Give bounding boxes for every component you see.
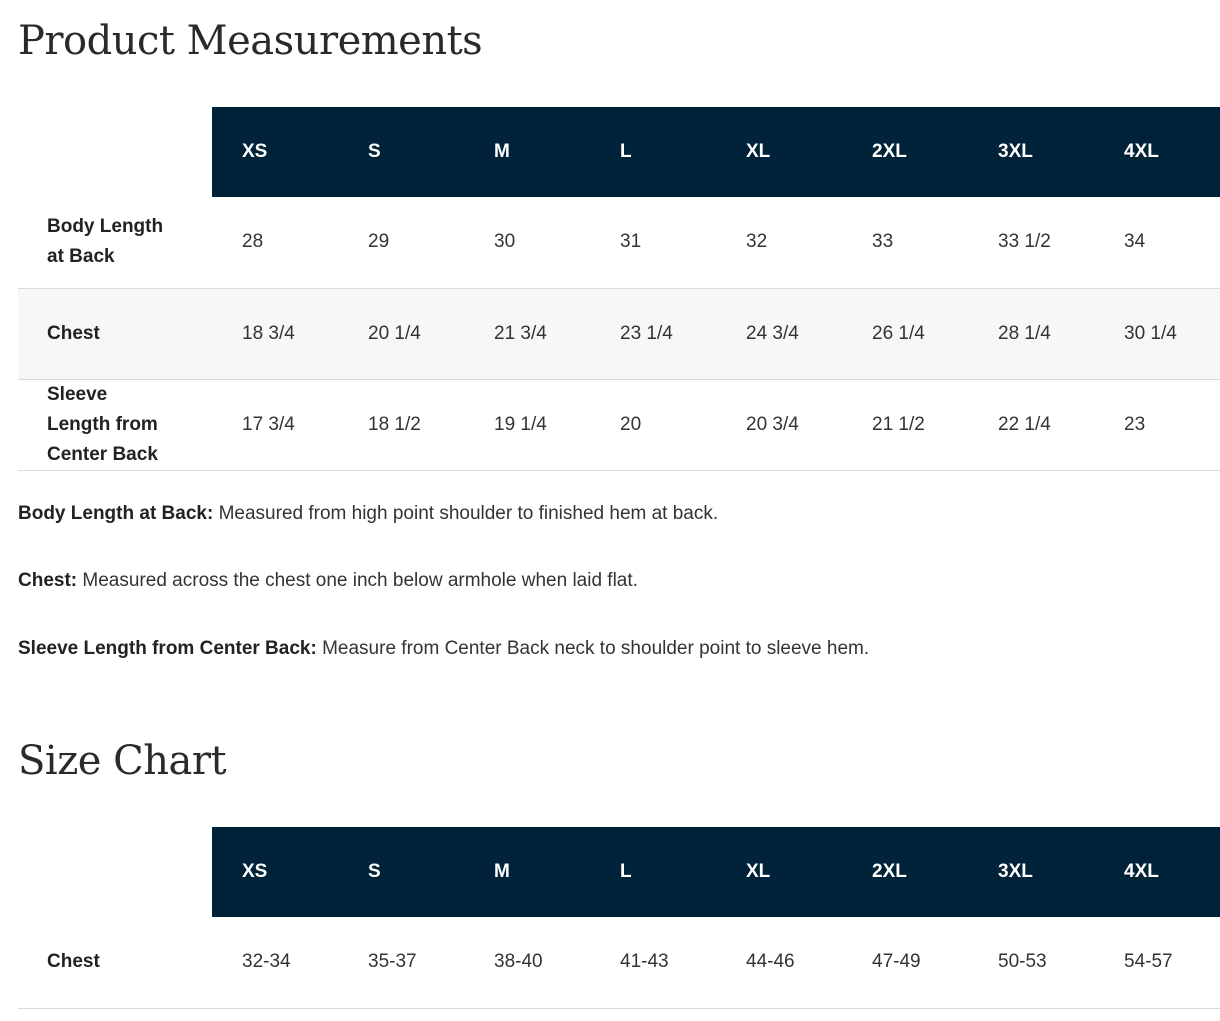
table-cell: 28 bbox=[242, 231, 264, 253]
note-sleeve-length bbox=[18, 638, 869, 660]
size-header-xs: XS bbox=[212, 107, 338, 197]
product-measurements-table bbox=[18, 107, 1220, 471]
size-header-3xl: 3XL bbox=[968, 827, 1094, 917]
table-cell: 41-43 bbox=[590, 917, 716, 1008]
note-term: Body Length at Back: bbox=[18, 503, 214, 524]
size-header-s: S bbox=[338, 827, 464, 917]
size-header-row bbox=[18, 107, 1220, 197]
size-header-m: M bbox=[464, 827, 590, 917]
row-label-body-length bbox=[18, 197, 212, 288]
row-label-line: Sleeve bbox=[47, 383, 108, 405]
header-corner bbox=[18, 107, 212, 197]
table-cell: 35-37 bbox=[338, 917, 464, 1008]
table-cell: 20 1/4 bbox=[338, 288, 464, 379]
table-cell: 30 bbox=[494, 231, 516, 253]
table-cell: 32 bbox=[746, 231, 768, 253]
row-label-sleeve-length bbox=[18, 379, 212, 470]
table-cell: 44-46 bbox=[716, 917, 842, 1008]
size-header-m: M bbox=[464, 107, 590, 197]
note-body-length bbox=[18, 503, 718, 525]
row-label-chest bbox=[18, 288, 212, 379]
header-corner bbox=[18, 827, 212, 917]
table-row-body-length bbox=[18, 197, 1220, 288]
table-cell: 20 3/4 bbox=[716, 379, 842, 470]
row-label-line: Center Back bbox=[47, 443, 158, 465]
table-cell: 50-53 bbox=[968, 917, 1094, 1008]
size-header-4xl: 4XL bbox=[1094, 827, 1220, 917]
size-header-xl: XL bbox=[716, 107, 842, 197]
size-header-row bbox=[18, 827, 1220, 917]
table-cell: 20 bbox=[590, 379, 716, 470]
size-header-l: L bbox=[590, 107, 716, 197]
note-term: Chest: bbox=[18, 570, 78, 591]
row-label-line: Length from bbox=[47, 413, 158, 435]
product-measurements-heading: Product Measurements bbox=[18, 18, 483, 64]
row-label-line: at Back bbox=[47, 246, 115, 268]
size-header-2xl: 2XL bbox=[842, 827, 968, 917]
table-row-sleeve-length bbox=[18, 379, 1220, 470]
note-chest bbox=[18, 570, 638, 592]
note-text: Measured across the chest one inch below armhole when laid flat. bbox=[77, 570, 638, 591]
table-cell: 32-34 bbox=[212, 917, 338, 1008]
size-chart-heading: Size Chart bbox=[18, 738, 227, 784]
table-cell: 19 1/4 bbox=[464, 379, 590, 470]
note-text: Measured from high point shoulder to finished hem at back. bbox=[213, 503, 719, 524]
size-chart-table bbox=[18, 827, 1220, 1009]
table-row-chest bbox=[18, 288, 1220, 379]
note-text: Measure from Center Back neck to shoulder point to sleeve hem. bbox=[316, 638, 870, 659]
size-header-2xl: 2XL bbox=[842, 107, 968, 197]
table-cell: 21 1/2 bbox=[842, 379, 968, 470]
table-cell: 28 1/4 bbox=[968, 288, 1094, 379]
table-cell: 47-49 bbox=[842, 917, 968, 1008]
note-term: Sleeve Length from Center Back: bbox=[18, 638, 317, 659]
table-cell: 33 bbox=[872, 231, 894, 253]
size-header-3xl: 3XL bbox=[968, 107, 1094, 197]
table-cell: 24 3/4 bbox=[716, 288, 842, 379]
table-cell: 38-40 bbox=[464, 917, 590, 1008]
row-label-chest bbox=[18, 917, 212, 1008]
table-cell: 18 1/2 bbox=[338, 379, 464, 470]
table-cell: 33 1/2 bbox=[998, 231, 1051, 253]
table-cell: 18 3/4 bbox=[212, 288, 338, 379]
table-cell: 22 1/4 bbox=[968, 379, 1094, 470]
size-header-xl: XL bbox=[716, 827, 842, 917]
table-cell: 29 bbox=[368, 231, 390, 253]
size-header-l: L bbox=[590, 827, 716, 917]
size-header-4xl: 4XL bbox=[1094, 107, 1220, 197]
row-label-line: Chest bbox=[47, 951, 100, 973]
table-cell: 34 bbox=[1124, 231, 1146, 253]
table-cell: 23 1/4 bbox=[590, 288, 716, 379]
table-cell: 23 bbox=[1094, 379, 1220, 470]
table-cell: 30 1/4 bbox=[1094, 288, 1220, 379]
table-cell: 31 bbox=[620, 231, 642, 253]
table-cell: 17 3/4 bbox=[212, 379, 338, 470]
row-label-line: Body Length bbox=[47, 216, 164, 238]
table-cell: 21 3/4 bbox=[464, 288, 590, 379]
table-cell: 26 1/4 bbox=[842, 288, 968, 379]
size-header-s: S bbox=[338, 107, 464, 197]
size-header-xs: XS bbox=[212, 827, 338, 917]
table-cell: 54-57 bbox=[1094, 917, 1220, 1008]
row-label-line: Chest bbox=[47, 322, 100, 344]
table-row-chest bbox=[18, 917, 1220, 1008]
